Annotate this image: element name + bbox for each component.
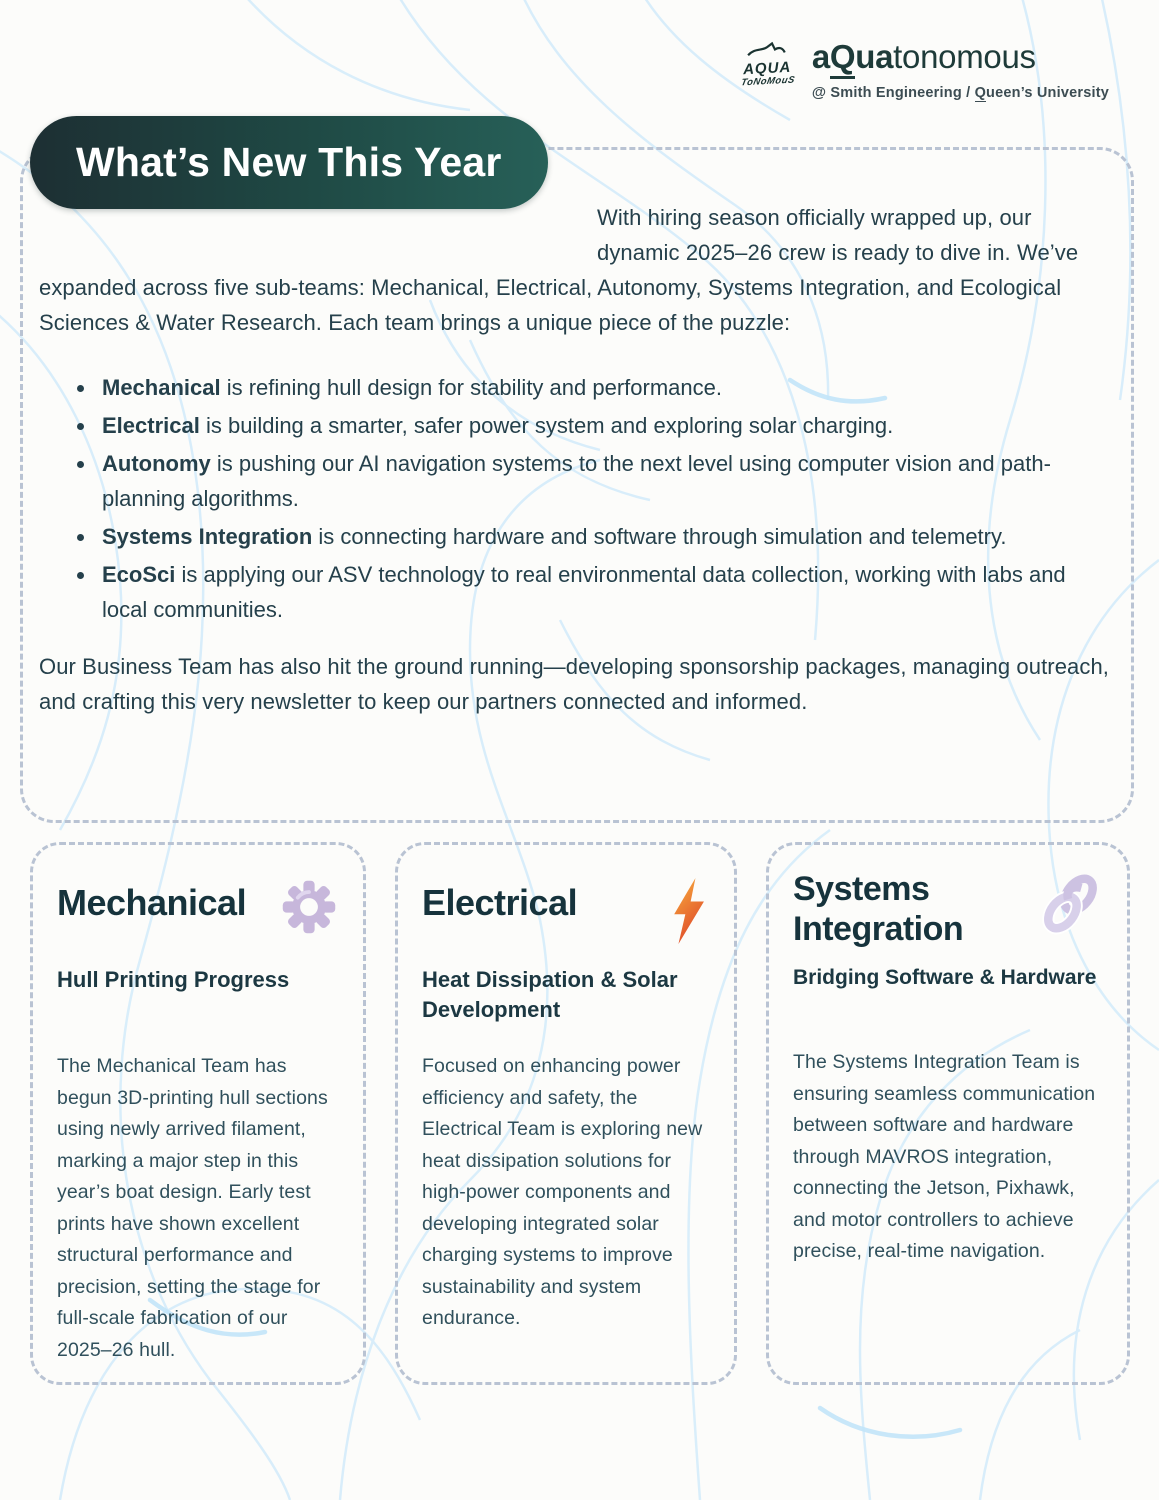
card-electrical (395, 842, 737, 1385)
list-item-mechanical: • Mechanical is refining hull design for stability and performance. (97, 370, 1113, 405)
wordmark-ua: ua (855, 38, 894, 75)
logo-mark-text-bottom: ToNoMouS (739, 74, 796, 89)
brand-tagline (812, 76, 1109, 110)
card-mechanical-title: Mechanical (57, 882, 247, 923)
card-systems-header (793, 869, 1103, 959)
subteam-bullet-list (39, 370, 1113, 627)
card-mechanical-header (57, 883, 339, 961)
card-systems-subtitle: Bridging Software & Hardware (793, 966, 1097, 989)
list-item-ecosci: • EcoSci is applying our ASV technology to real environmental data collection, working with labs and local communities. (97, 557, 1113, 627)
card-systems-title: Systems Integration (793, 870, 964, 948)
logo-mark (733, 40, 801, 89)
card-mechanical-body: The Mechanical Team has begun 3D-printing hull sections using newly arrived filament, marking a major step in this year’s boat design. Early test prints have shown excellent structural performance and precision, setting the stage for full-scale fabrication of our 2025–26 hull. (57, 1055, 328, 1361)
logo-mark-text-top: AQUA (742, 58, 792, 79)
wordmark-a: a (811, 38, 830, 75)
wordmark-rest: tonomous (893, 38, 1036, 75)
brand-logo (734, 40, 1109, 110)
list-item-electrical: • Electrical is building a smarter, safer power system and exploring solar charging. (97, 408, 1113, 443)
chain-link-icon (1037, 871, 1103, 942)
tagline-q: Q (974, 85, 987, 101)
logo-mark-squiggle-icon (744, 41, 789, 57)
card-systems-body: The Systems Integration Team is ensuring seamless communication between software and hardware through MAVROS integration, connecting the Jetson, Pixhawk, and motor controllers to achieve precise, real-time navigation. (793, 1051, 1096, 1262)
list-item-autonomy: • Autonomy is pushing our AI navigation systems to the next level using computer vision and path-planning algorithms. (97, 446, 1113, 516)
card-electrical-subtitle: Heat Dissipation & Solar Development (422, 967, 678, 1022)
section-title-pill (30, 116, 548, 209)
card-electrical-title: Electrical (422, 882, 578, 923)
list-item-systems-integration: • Systems Integration is connecting hardware and software through simulation and telemetry. (97, 519, 1113, 554)
page-title: What’s New This Year (76, 139, 502, 185)
card-mechanical-subtitle: Hull Printing Progress (57, 967, 290, 992)
card-electrical-body: Focused on enhancing power efficiency and safety, the Electrical Team is exploring new heat dissipation solutions for high-power components and developing integrated solar charging systems to improve sustainability and system endurance. (422, 1055, 703, 1329)
card-mechanical (30, 842, 366, 1385)
closing-paragraph: Our Business Team has also hit the ground running—developing sponsorship packages, managing outreach, and crafting this very newsletter to keep our partners connected and informed. (39, 654, 1110, 714)
tagline-rest: ueen’s University (986, 85, 1109, 101)
tagline-pre: @ Smith Engineering / (811, 85, 975, 101)
card-systems-integration (766, 842, 1130, 1385)
card-electrical-header (422, 883, 710, 961)
wordmark (812, 40, 1109, 110)
intro-section (20, 147, 1134, 823)
wordmark-q: Q (830, 38, 855, 79)
lightning-icon (666, 877, 710, 950)
gear-icon (279, 877, 339, 942)
intro-paragraph: With hiring season officially wrapped up, our dynamic 2025–26 crew is ready to dive in. We’ve expanded across five sub-teams: Mechanical, Electrical, Autonomy, Systems Integration, and Ecological Sciences & Water Research. Each team brings a unique piece of the puzzle: (39, 205, 1079, 335)
